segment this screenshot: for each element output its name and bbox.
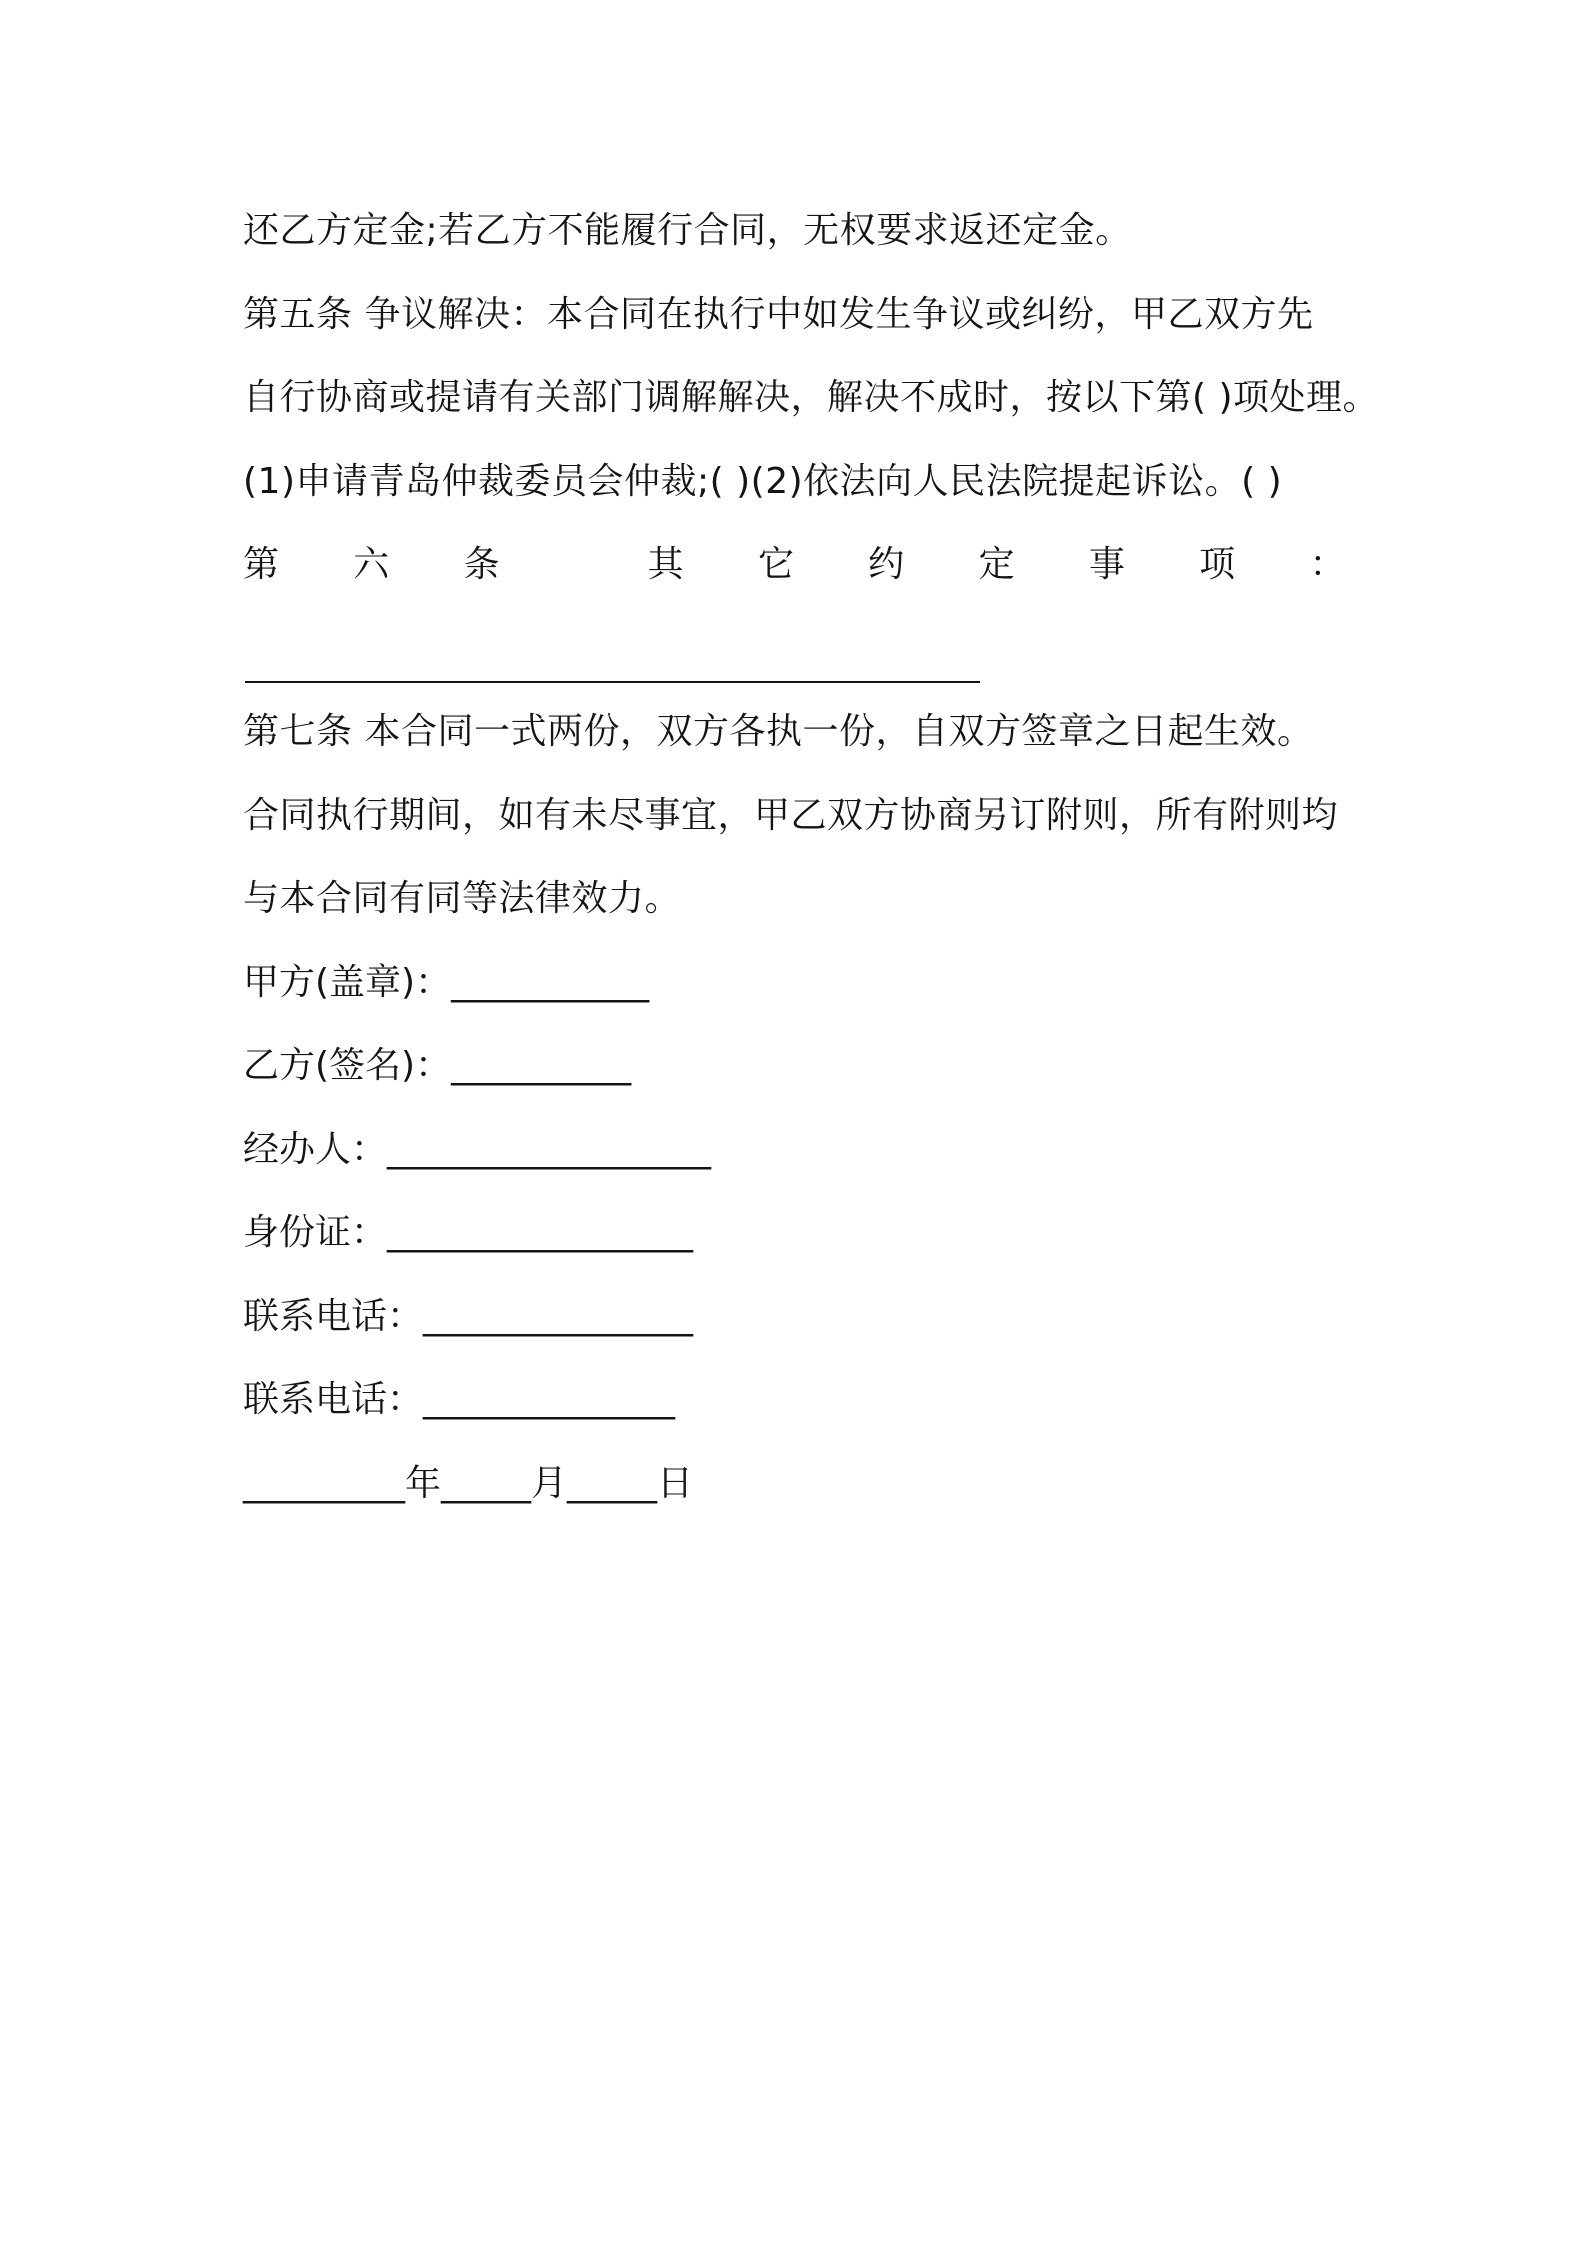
clause7-line2: 合同执行期间，如有未尽事宜，甲乙双方协商另订附则，所有附则均 <box>243 794 1339 836</box>
clause4-tail: 还乙方定金;若乙方不能履行合同，无权要求返还定金。 <box>243 210 1132 251</box>
clause5-line1: 第五条 争议解决：本合同在执行中如发生争议或纠纷，甲乙双方先 <box>243 293 1314 335</box>
clause7-line3: 与本合同有同等法律效力。 <box>243 878 682 919</box>
clause6-char: 条 <box>463 544 501 585</box>
party-b-signature: 乙方(签名)：__________ <box>243 1045 632 1086</box>
clause6-char: 其 <box>647 544 685 585</box>
party-a-signature: 甲方(盖章)：___________ <box>243 961 650 1003</box>
id-card-field: 身份证：_________________ <box>243 1212 694 1253</box>
clause5-line2: 自行协商或提请有关部门调解解决，解决不成时，按以下第( )项处理。 <box>243 377 1380 418</box>
clause6-char: ： <box>1309 544 1346 585</box>
handler-field: 经办人：__________________ <box>243 1128 712 1170</box>
phone-field-1: 联系电话：_______________ <box>243 1295 694 1337</box>
phone-field-2: 联系电话：______________ <box>243 1379 676 1420</box>
clause6-char: 事 <box>1088 544 1126 585</box>
clause6-char: 定 <box>978 544 1016 585</box>
fill-rule <box>245 681 980 683</box>
clause7-line1: 第七条 本合同一式两份，双方各执一份，自双方签章之日起生效。 <box>243 711 1314 752</box>
date-field: _________年_____月_____日 <box>243 1462 693 1504</box>
clause6-char: 约 <box>868 544 905 585</box>
clause6-char: 项 <box>1199 544 1236 585</box>
contract-page <box>243 196 1380 1532</box>
clause6-char: 第 <box>243 544 280 585</box>
clause6-char: 它 <box>757 544 795 585</box>
clause5-line3: (1)申请青岛仲裁委员会仲裁;( )(2)依法向人民法院提起诉讼。( ) <box>243 460 1283 502</box>
clause6-fill-line[interactable] <box>243 614 1353 698</box>
clause6-char: 六 <box>353 544 390 585</box>
clause6-heading <box>243 530 1346 614</box>
